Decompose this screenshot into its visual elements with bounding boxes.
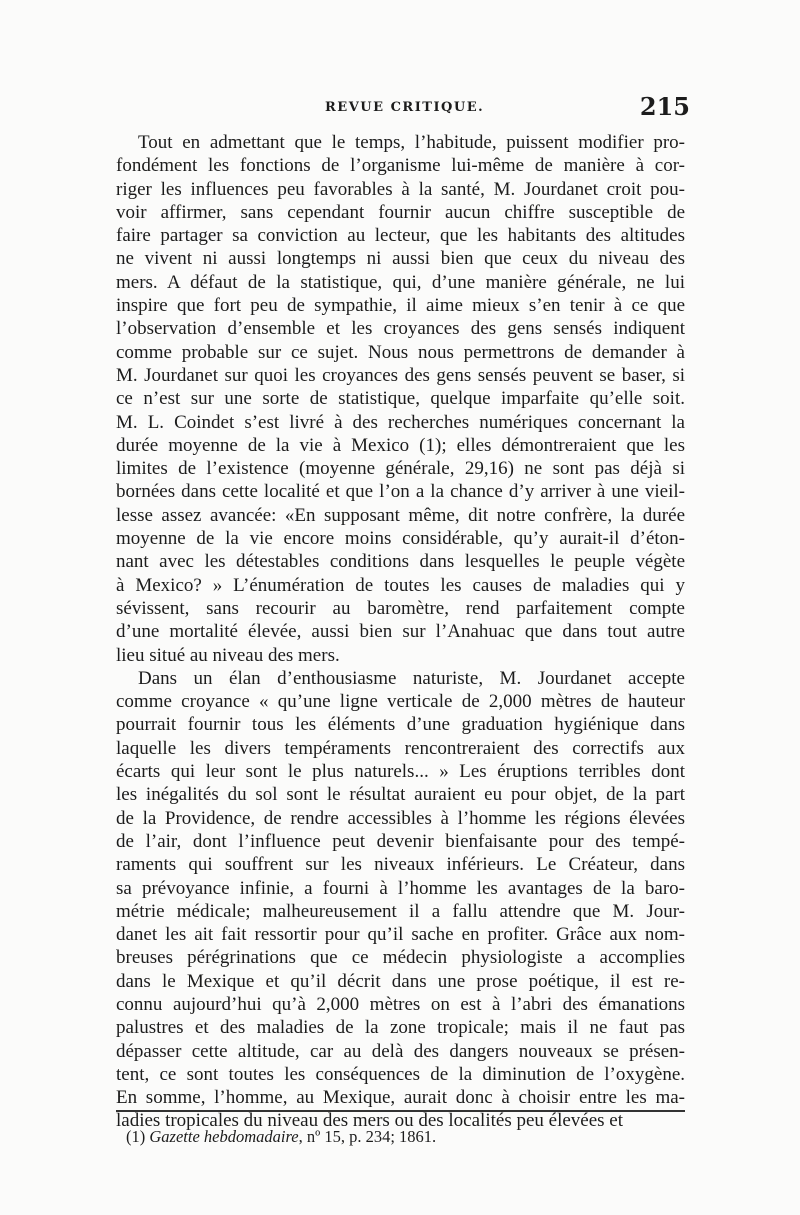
text-line: ce n’est sur une sorte de statistique, quelque imparfaite qu’elle soit. [116, 388, 685, 410]
text-line: écarts qui leur sont le plus naturels... » Les éruptions terribles dont [116, 761, 685, 783]
text-line: raments qui souffrent sur les niveaux inférieurs. Le Créateur, dans [116, 854, 685, 876]
text-line: faire partager sa conviction au lecteur, que les habitants des altitudes [116, 225, 685, 247]
text-line: M. Jourdanet sur quoi les croyances des gens sensés peuvent se baser, si [116, 364, 685, 386]
text-line: laquelle les divers tempéraments rencontreraient des correctifs aux [116, 737, 685, 759]
footnote-title: Gazette hebdomadaire [149, 1127, 299, 1146]
text-line: bornées dans cette localité et que l’on a la chance d’y arriver à une vieil- [116, 481, 685, 503]
text-line: breuses pérégrinations que ce médecin physiologiste a accomplies [116, 947, 685, 969]
footnote [126, 1127, 686, 1147]
text-line: dans le Mexique et qu’il décrit dans une prose poétique, il est re- [116, 970, 685, 992]
text-line: l’observation d’ensemble et les croyances des gens sensés indiquent [116, 318, 685, 340]
text-line: sa prévoyance infinie, a fourni à l’homme les avantages de la baro- [116, 877, 685, 899]
text-line: limites de l’existence (moyenne générale, 29,16) ne sont pas déjà si [116, 458, 685, 480]
text-line: de la Providence, de rendre accessibles à l’homme les régions élevées [116, 807, 685, 829]
text-line: ne vivent ni aussi longtemps ni aussi bien que ceux du niveau des [116, 248, 685, 270]
text-line: d’une mortalité élevée, aussi bien sur l’Anahuac que dans tout autre [116, 621, 685, 643]
text-line: En somme, l’homme, au Mexique, aurait donc à choisir entre les ma- [116, 1087, 685, 1109]
text-line: comme croyance « qu’une ligne verticale de 2,000 mètres de hauteur [116, 691, 685, 713]
text-line: à Mexico? » L’énumération de toutes les causes de maladies qui y [116, 574, 685, 596]
text-line: lesse assez avancée: «En supposant même, dit notre confrère, la durée [116, 504, 685, 526]
page-number: 215 [639, 92, 690, 121]
text-line: durée moyenne de la vie à Mexico (1); elles démontreraient que les [116, 434, 685, 456]
text-line: voir affirmer, sans cependant fournir aucun chiffre susceptible de [116, 201, 685, 223]
text-line: métrie médicale; malheureusement il a fallu attendre que M. Jour- [116, 900, 685, 922]
text-line: ladies tropicales du niveau des mers ou des localités peu élevées et [116, 1110, 624, 1132]
text-line: Dans un élan d’enthousiasme naturiste, M. Jourdanet accepte [138, 667, 685, 689]
page-header [110, 92, 690, 122]
text-line: dépasser cette altitude, car au delà des dangers nouveaux se présen- [116, 1040, 685, 1062]
text-line: connu aujourd’hui qu’à 2,000 mètres on est à l’abri des émanations [116, 993, 685, 1015]
text-line: mers. A défaut de la statistique, qui, d’une manière générale, ne lui [116, 271, 685, 293]
text-line: inspire que fort peu de sympathie, il aime mieux s’en tenir à ce que [116, 295, 685, 317]
body-text [116, 131, 685, 1133]
text-line: pourrait fournir tous les éléments d’une graduation hygiénique dans [116, 714, 685, 736]
text-line: fondément les fonctions de l’organisme lui-même de manière à cor- [116, 155, 685, 177]
running-head: REVUE CRITIQUE. [325, 100, 485, 115]
text-line: nant avec les détestables conditions dans lesquelles le peuple végète [116, 551, 685, 573]
text-line: danet les ait fait ressortir pour qu’il sache en profiter. Grâce aux nom- [116, 924, 685, 946]
text-line: riger les influences peu favorables à la santé, M. Jourdanet croit pou- [116, 178, 685, 200]
text-line: palustres et des maladies de la zone tropicale; mais il ne faut pas [116, 1017, 685, 1039]
text-line: M. L. Coindet s’est livré à des recherches numériques concernant la [116, 411, 685, 433]
text-line: Tout en admettant que le temps, l’habitude, puissent modifier pro- [138, 132, 685, 153]
footnote-marker: (1) [126, 1127, 146, 1146]
footnote-citation: , nº 15, p. 234; 1861. [298, 1127, 437, 1146]
text-line: moyenne de la vie encore moins considérable, qu’y aurait-il d’éton- [116, 528, 685, 550]
text-line: les inégalités du sol sont le résultat auraient eu pour objet, de la part [116, 784, 685, 806]
text-line: lieu situé au niveau des mers. [116, 644, 340, 666]
text-line: de l’air, dont l’influence peut devenir bienfaisante pour des tempé- [116, 830, 685, 852]
text-line: sévissent, sans recourir au baromètre, rend parfaitement compte [116, 597, 685, 619]
footnote-rule [116, 1110, 685, 1112]
text-line: comme probable sur ce sujet. Nous nous permettrons de demander à [116, 341, 685, 363]
text-line: tent, ce sont toutes les conséquences de la diminution de l’oxygène. [116, 1063, 685, 1085]
